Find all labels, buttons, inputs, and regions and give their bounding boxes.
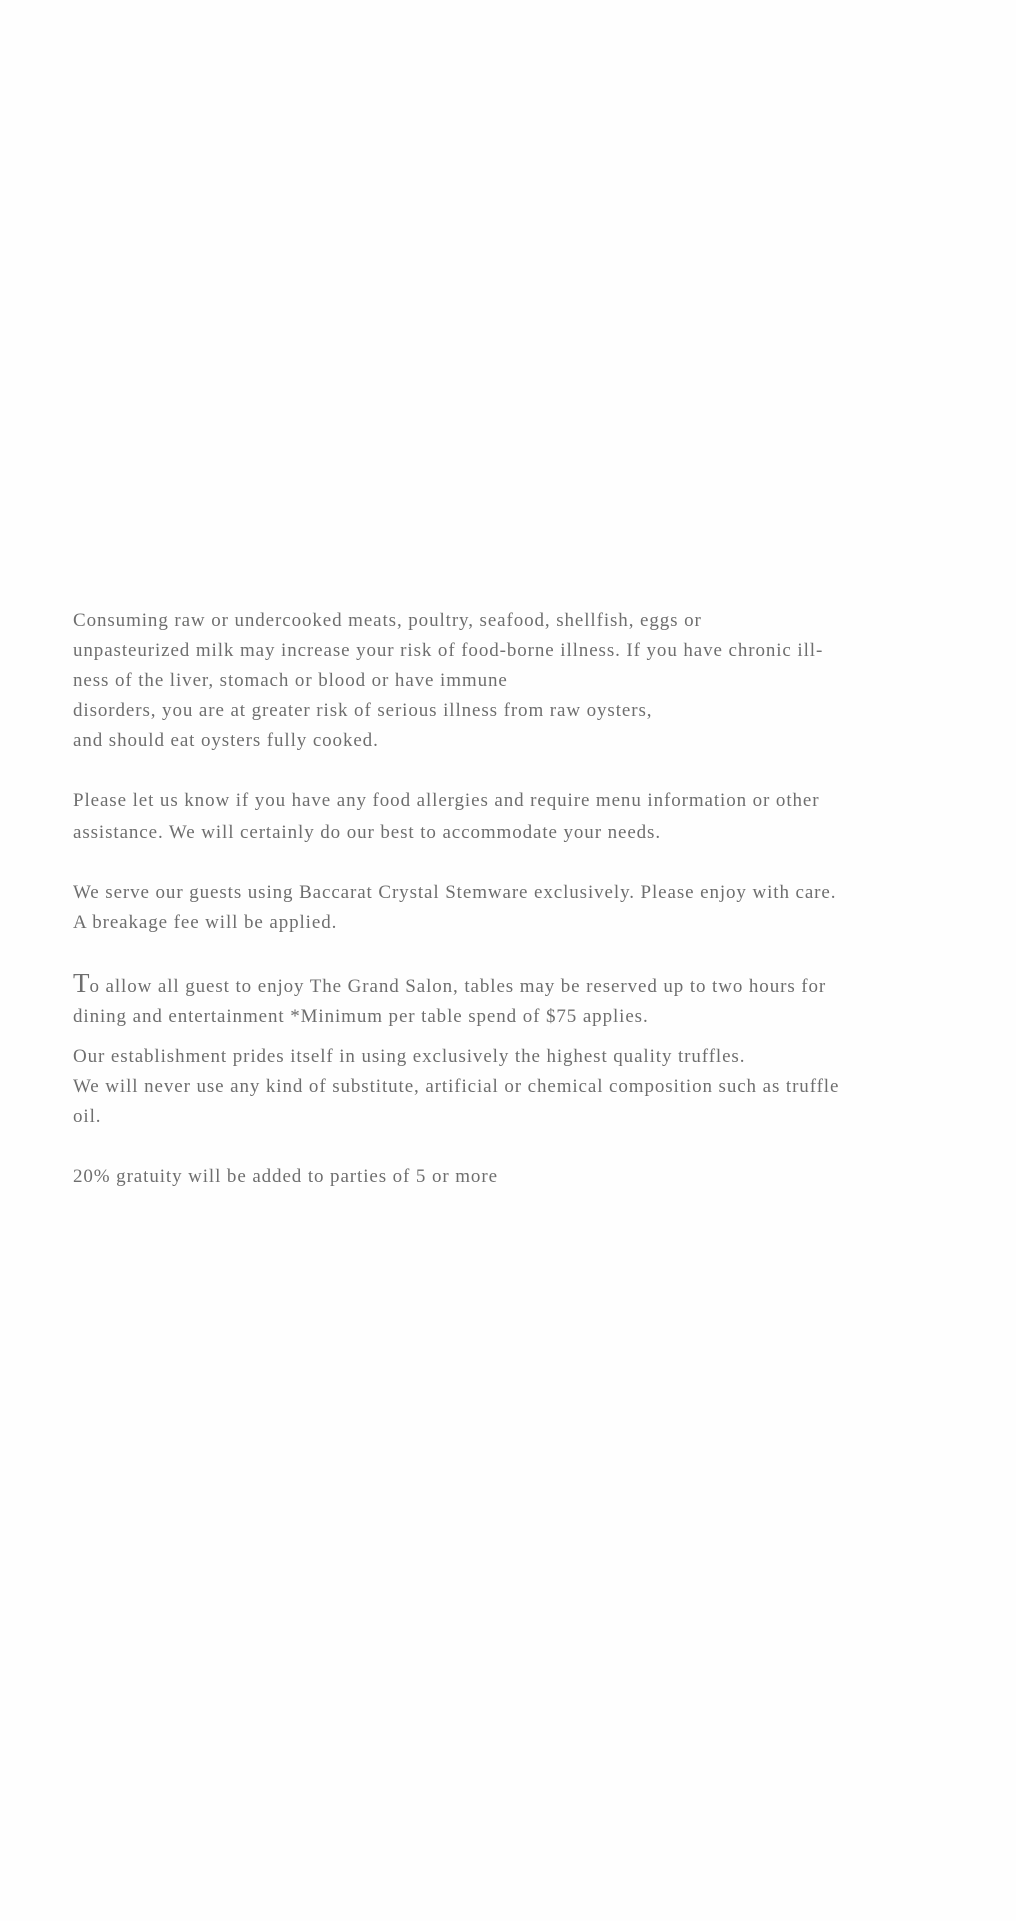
advisory-line: disorders, you are at greater risk of serious illness from raw oysters, [73, 700, 653, 721]
allergy-line: Please let us know if you have any food allergies and require menu information or other [73, 790, 820, 811]
reservation-notice [73, 968, 953, 1032]
reservation-line-text: o allow all guest to enjoy The Grand Salon, tables may be reserved up to two hours for [89, 976, 827, 997]
stemware-line: A breakage fee will be applied. [73, 912, 338, 933]
gratuity-line: 20% gratuity will be added to parties of 5 or more [73, 1166, 498, 1187]
menu-notices [73, 606, 953, 1192]
truffle-line: We will never use any kind of substitute, artificial or chemical composition such as truffle [73, 1076, 840, 1097]
reservation-line [73, 968, 953, 1002]
advisory-line: Consuming raw or undercooked meats, poultry, seafood, shellfish, eggs or [73, 610, 702, 631]
allergy-line: assistance. We will certainly do our best to accommodate your needs. [73, 822, 661, 843]
advisory-line: and should eat oysters fully cooked. [73, 730, 379, 751]
truffle-notice [73, 1042, 953, 1132]
advisory-line: unpasteurized milk may increase your risk of food-borne illness. If you have chronic ill- [73, 640, 824, 661]
gratuity-notice [73, 1162, 953, 1192]
advisory-line: ness of the liver, stomach or blood or have immune [73, 670, 508, 691]
stemware-notice [73, 878, 953, 938]
reservation-line: dining and entertainment *Minimum per table spend of $75 applies. [73, 1006, 649, 1027]
allergy-notice [73, 786, 953, 848]
stemware-line: We serve our guests using Baccarat Crystal Stemware exclusively. Please enjoy with care. [73, 882, 837, 903]
raw-food-advisory [73, 606, 953, 756]
drop-initial: T [73, 968, 90, 998]
truffle-line: oil. [73, 1106, 102, 1127]
truffle-line: Our establishment prides itself in using exclusively the highest quality truffles. [73, 1046, 746, 1067]
